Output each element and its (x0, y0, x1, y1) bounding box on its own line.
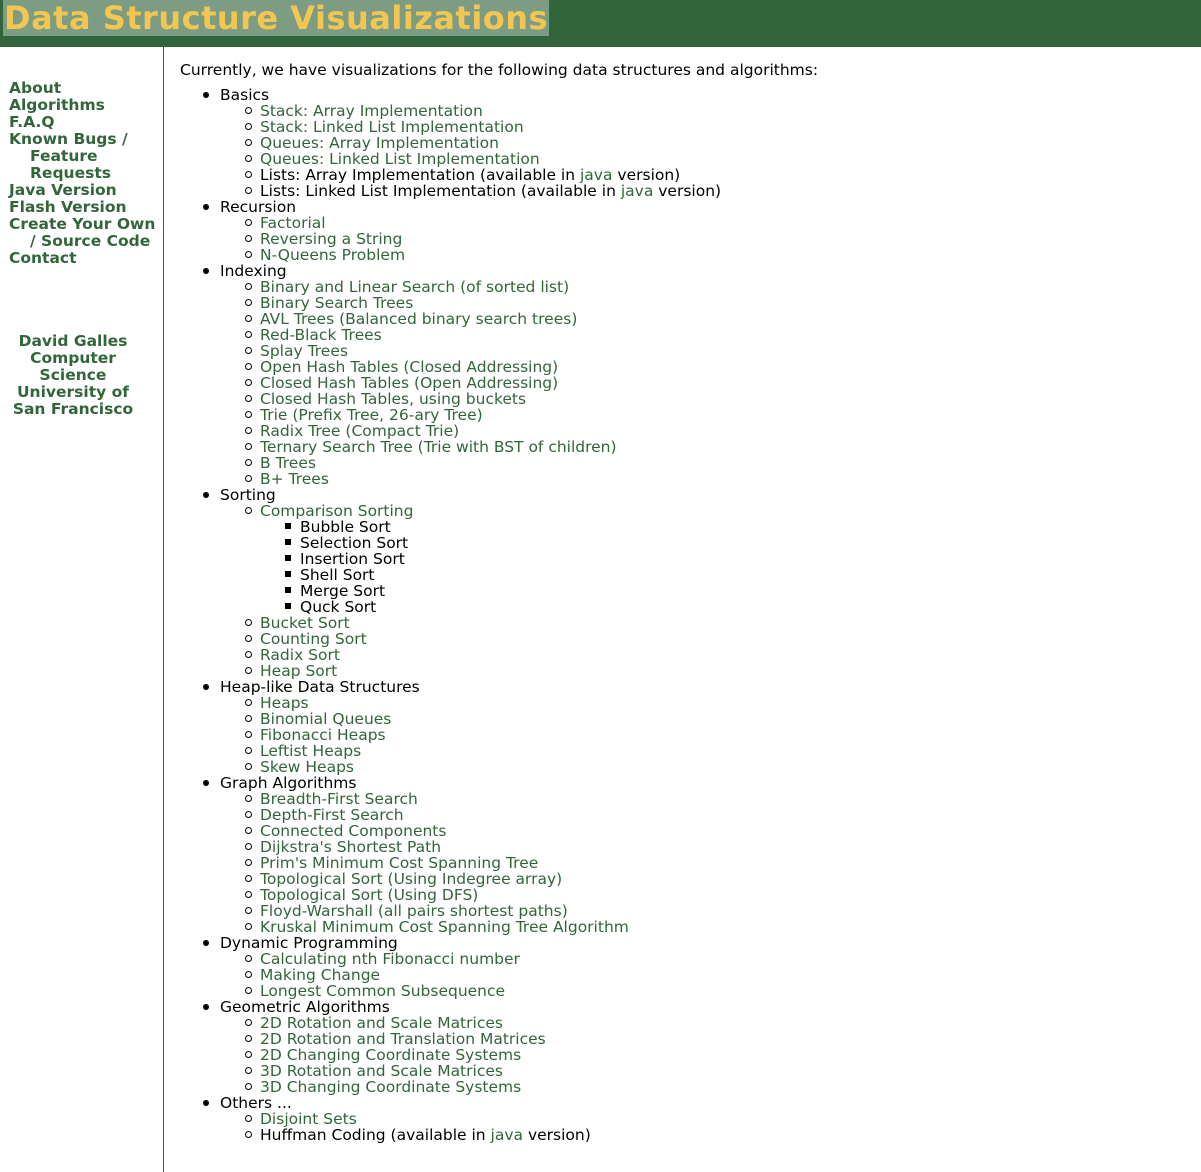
java-link[interactable]: java (620, 182, 654, 200)
list-item (260, 151, 1190, 167)
item-text: Lists: Linked List Implementation (available in (260, 182, 621, 200)
author-credit (0, 333, 146, 418)
list-item (260, 1127, 1190, 1143)
section-items (220, 215, 1190, 263)
visualization-link[interactable]: Skew Heaps (260, 758, 355, 776)
list-item (260, 1031, 1190, 1047)
section-items (220, 1111, 1190, 1143)
visualization-link[interactable]: Leftist Heaps (260, 742, 362, 760)
section-items (220, 951, 1190, 999)
list-item (260, 167, 1190, 183)
visualization-link[interactable]: 2D Changing Coordinate Systems (260, 1046, 522, 1064)
visualization-link[interactable]: Radix Tree (Compact Trie) (260, 422, 460, 440)
main-content (180, 62, 1190, 1143)
section-items (220, 695, 1190, 775)
section-title: Sorting (220, 486, 276, 504)
visualization-link[interactable]: Longest Common Subsequence (260, 982, 506, 1000)
java-link[interactable]: java (490, 1126, 524, 1144)
list-item (260, 615, 1190, 631)
visualization-link[interactable]: Open Hash Tables (Closed Addressing) (260, 358, 559, 376)
list-item (260, 1111, 1190, 1127)
section-items (220, 1015, 1190, 1095)
visualization-link[interactable]: Queues: Array Implementation (260, 134, 499, 152)
list-item (260, 439, 1190, 455)
nav-flash-version[interactable]: Flash Version (9, 198, 127, 216)
list-item (260, 375, 1190, 391)
list-item (260, 407, 1190, 423)
visualization-link[interactable]: Comparison Sorting (260, 502, 414, 520)
visualization-link[interactable]: Breadth-First Search (260, 790, 418, 808)
section-title: Recursion (220, 198, 297, 216)
item-text: version) (653, 182, 722, 200)
visualization-link[interactable]: Heap Sort (260, 662, 338, 680)
item-text: version) (523, 1126, 591, 1144)
list-item (260, 807, 1190, 823)
visualization-link[interactable]: Red-Black Trees (260, 326, 382, 344)
author-school: University of San Francisco (12, 383, 134, 418)
visualization-link[interactable]: Factorial (260, 214, 326, 232)
visualization-link[interactable]: 3D Rotation and Scale Matrices (260, 1062, 503, 1080)
list-item (260, 343, 1190, 359)
visualization-link[interactable]: Binary and Linear Search (of sorted list) (260, 278, 570, 296)
list-item (260, 119, 1190, 135)
list-item (260, 455, 1190, 471)
list-item (260, 247, 1190, 263)
section-title: Heap-like Data Structures (220, 678, 420, 696)
sub-list-item: Shell Sort (300, 567, 1190, 583)
visualization-link[interactable]: Disjoint Sets (260, 1110, 357, 1128)
list-item (260, 663, 1190, 679)
list-item (260, 647, 1190, 663)
list-item (260, 295, 1190, 311)
list-item (260, 311, 1190, 327)
list-item (260, 423, 1190, 439)
visualization-link[interactable]: Prim's Minimum Cost Spanning Tree (260, 854, 539, 872)
sidebar (0, 47, 164, 1172)
list-item (260, 727, 1190, 743)
visualization-link[interactable]: Trie (Prefix Tree, 26-ary Tree) (260, 406, 483, 424)
list-item (260, 279, 1190, 295)
visualization-link[interactable]: Queues: Linked List Implementation (260, 150, 540, 168)
list-item (260, 743, 1190, 759)
visualization-link[interactable]: N-Queens Problem (260, 246, 406, 264)
list-item (260, 471, 1190, 487)
section-items (220, 279, 1190, 487)
visualization-link[interactable]: 2D Rotation and Translation Matrices (260, 1030, 546, 1048)
list-item (260, 1015, 1190, 1031)
visualization-link[interactable]: Fibonacci Heaps (260, 726, 386, 744)
list-item (260, 231, 1190, 247)
site-title: Data Structure Visualizations (4, 0, 549, 37)
author-name: David Galles (18, 332, 128, 350)
visualization-link[interactable]: B+ Trees (260, 470, 329, 488)
section-heap-like-data-structures (220, 679, 1190, 775)
visualization-link[interactable]: Depth-First Search (260, 806, 404, 824)
visualization-link[interactable]: Floyd-Warshall (all pairs shortest paths) (260, 902, 568, 920)
visualization-link[interactable]: Radix Sort (260, 646, 340, 664)
list-item (260, 983, 1190, 999)
section-title: Graph Algorithms (220, 774, 357, 792)
list-item (260, 951, 1190, 967)
visualization-link[interactable]: 3D Changing Coordinate Systems (260, 1078, 522, 1096)
list-item (260, 135, 1190, 151)
visualization-link[interactable]: AVL Trees (Balanced binary search trees) (260, 310, 578, 328)
java-link[interactable]: java (580, 166, 613, 184)
nav-faq[interactable]: F.A.Q (9, 113, 55, 131)
list-item (260, 1079, 1190, 1095)
nav-algorithms[interactable]: Algorithms (9, 96, 105, 114)
author-dept: Computer Science (30, 349, 116, 384)
sub-list-item: Bubble Sort (300, 519, 1190, 535)
visualization-link[interactable]: Kruskal Minimum Cost Spanning Tree Algorithm (260, 918, 629, 936)
visualization-link[interactable]: Stack: Array Implementation (260, 102, 483, 120)
visualization-link[interactable]: Ternary Search Tree (Trie with BST of children) (260, 438, 617, 456)
list-item (260, 839, 1190, 855)
item-text: Huffman Coding (available in (260, 1126, 491, 1144)
sub-list-item: Merge Sort (300, 583, 1190, 599)
section-sorting (220, 487, 1190, 679)
list-item (260, 391, 1190, 407)
item-text: version) (612, 166, 681, 184)
list-item (260, 711, 1190, 727)
sub-items (260, 519, 1190, 615)
section-items (220, 503, 1190, 679)
visualization-link[interactable]: Closed Hash Tables (Open Addressing) (260, 374, 559, 392)
visualization-link[interactable]: Calculating nth Fibonacci number (260, 950, 520, 968)
visualization-link[interactable]: B Trees (260, 454, 316, 472)
section-title: Dynamic Programming (220, 934, 398, 952)
section-recursion (220, 199, 1190, 263)
section-others (220, 1095, 1190, 1143)
list-item (260, 759, 1190, 775)
visualization-link[interactable]: Connected Components (260, 822, 447, 840)
visualization-link[interactable]: Making Change (260, 966, 381, 984)
sidebar-nav (9, 80, 157, 267)
list-item (260, 695, 1190, 711)
section-basics (220, 87, 1190, 199)
header-bar (0, 0, 1201, 47)
list-item (260, 1047, 1190, 1063)
list-item (260, 855, 1190, 871)
list-item (260, 791, 1190, 807)
visualization-link[interactable]: Reversing a String (260, 230, 403, 248)
section-items (220, 791, 1190, 935)
section-title: Geometric Algorithms (220, 998, 390, 1016)
nav-create-your-own[interactable]: Create Your Own / Source Code (9, 215, 156, 250)
sub-list-item: Selection Sort (300, 535, 1190, 551)
section-title: Indexing (220, 262, 287, 280)
visualization-link[interactable]: 2D Rotation and Scale Matrices (260, 1014, 503, 1032)
visualization-link[interactable]: Stack: Linked List Implementation (260, 118, 524, 136)
list-item (260, 887, 1190, 903)
intro-text: Currently, we have visualizations for the following data structures and algorithms: (180, 61, 819, 79)
visualization-link[interactable]: Topological Sort (Using DFS) (260, 886, 479, 904)
list-item (260, 215, 1190, 231)
nav-java-version[interactable]: Java Version (9, 181, 117, 199)
list-item (260, 967, 1190, 983)
list-item (260, 359, 1190, 375)
visualization-link[interactable]: Heaps (260, 694, 309, 712)
section-items (220, 103, 1190, 199)
section-dynamic-programming (220, 935, 1190, 999)
nav-known-bugs[interactable]: Known Bugs / Feature Requests (9, 130, 128, 182)
item-text: Lists: Array Implementation (available in (260, 166, 580, 184)
section-graph-algorithms (220, 775, 1190, 935)
section-geometric-algorithms (220, 999, 1190, 1095)
list-item (260, 1063, 1190, 1079)
nav-contact[interactable]: Contact (9, 249, 77, 267)
visualization-link[interactable]: Binomial Queues (260, 710, 392, 728)
list-item (260, 903, 1190, 919)
sub-list-item: Insertion Sort (300, 551, 1190, 567)
list-item (260, 823, 1190, 839)
visualization-link[interactable]: Binary Search Trees (260, 294, 414, 312)
list-item (260, 103, 1190, 119)
nav-about[interactable]: About (9, 79, 62, 97)
sub-list-item: Quck Sort (300, 599, 1190, 615)
list-item (260, 871, 1190, 887)
section-title: Basics (220, 86, 270, 104)
visualization-link[interactable]: Bucket Sort (260, 614, 350, 632)
section-indexing (220, 263, 1190, 487)
list-item (260, 631, 1190, 647)
list-item (260, 503, 1190, 615)
visualization-link[interactable]: Counting Sort (260, 630, 367, 648)
list-item (260, 327, 1190, 343)
section-title: Others ... (220, 1094, 292, 1112)
visualization-link[interactable]: Topological Sort (Using Indegree array) (260, 870, 563, 888)
visualization-list (180, 87, 1190, 1143)
visualization-link[interactable]: Closed Hash Tables, using buckets (260, 390, 527, 408)
list-item (260, 183, 1190, 199)
list-item (260, 919, 1190, 935)
visualization-link[interactable]: Dijkstra's Shortest Path (260, 838, 442, 856)
visualization-link[interactable]: Splay Trees (260, 342, 348, 360)
